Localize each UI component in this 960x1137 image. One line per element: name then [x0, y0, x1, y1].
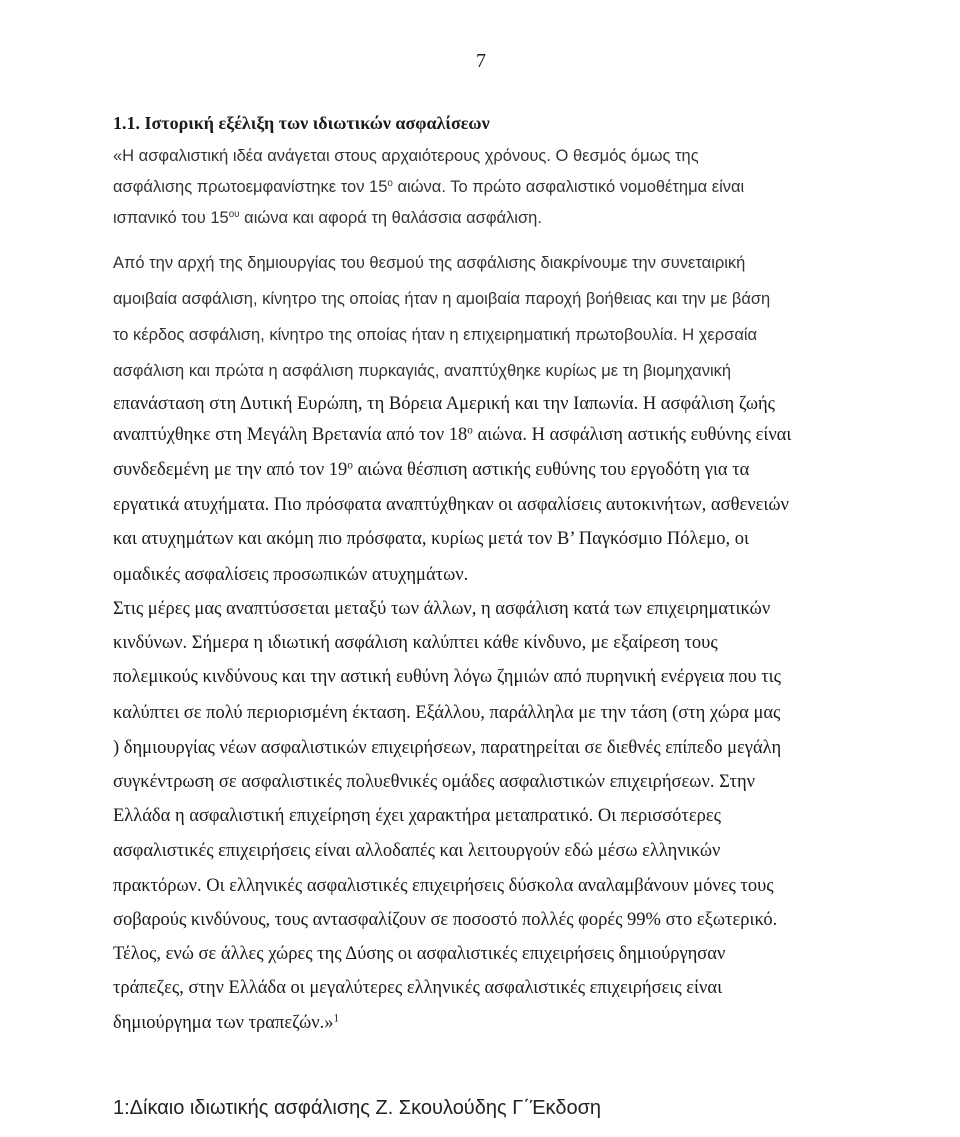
text-line: δημιούργημα των τραπεζών.»$^1$	[113, 1012, 340, 1033]
text-line: και ατυχημάτων και ακόμη πιο πρόσφατα, κυρίως μετά τον Β’ Παγκόσμιο Πόλεμο, οι	[113, 529, 749, 549]
text-line: ) δημιουργίας νέων ασφαλιστικών επιχειρήσεων, παρατηρείται σε διεθνές επίπεδο μεγάλη	[113, 738, 782, 758]
section-heading: 1.1. Ιστορική εξέλιξη των ιδιωτικών ασφαλίσεων	[113, 113, 490, 133]
footnote: 1:Δίκαιο ιδιωτικής ασφάλισης Ζ. Σκουλούδης Γ΄Έκδοση	[113, 1097, 602, 1119]
text-line: εργατικά ατυχήματα. Πιο πρόσφατα αναπτύχθηκαν οι ασφαλίσεις αυτοκινήτων, ασθενειών	[113, 495, 789, 515]
text-line: ασφάλιση και πρώτα η ασφάλιση πυρκαγιάς, αναπτύχθηκε κυρίως με τη βιομηχανική	[113, 362, 732, 380]
text-line: επανάσταση στη Δυτική Ευρώπη, τη Βόρεια Αμερική και την Ιαπωνία. Η ασφάλιση ζωής	[113, 394, 776, 414]
text-line: αναπτύχθηκε στη Μεγάλη Βρετανία από τον $18^o$ αιώνα. Η ασφάλιση αστικής ευθύνης είναι	[113, 424, 792, 445]
text-line: σοβαρούς κινδύνους, τους αντασφαλίζουν σε ποσοστό πολλές φορές 99% στο εξωτερικό.	[113, 910, 778, 930]
text-line: ασφάλισης πρωτοεμφανίστηκε τον $15^o$ αιώνα. Το πρώτο ασφαλιστικό νομοθέτημα είναι	[113, 178, 745, 196]
text-line: πολεμικούς κινδύνους και την αστική ευθύνη λόγω ζημιών από πυρηνική ενέργεια που τις	[113, 667, 781, 687]
text-line: Στις μέρες μας αναπτύσσεται μεταξύ των άλλων, η ασφάλιση κατά των επιχειρηματικών	[113, 599, 771, 619]
text-line: ισπανικό του $15^{o\upsilon}$ αιώνα και αφορά τη θαλάσσια ασφάλιση.	[113, 209, 542, 227]
text-line: συνδεδεμένη με την από τον $19^o$ αιώνα θέσπιση αστικής ευθύνης του εργοδότη για τα	[113, 459, 750, 480]
text-line: Από την αρχή της δημιουργίας του θεσμού της ασφάλισης διακρίνουμε την συνεταιρική	[113, 254, 746, 272]
text-line: ομαδικές ασφαλίσεις προσωπικών ατυχημάτων.	[113, 565, 469, 585]
page-number: 7	[476, 50, 486, 72]
text-line: καλύπτει σε πολύ περιορισμένη έκταση. Εξάλλου, παράλληλα με την τάση (στη χώρα μας	[113, 703, 781, 723]
text-line: συγκέντρωση σε ασφαλιστικές πολυεθνικές ομάδες ασφαλιστικών επιχειρήσεων. Στην	[113, 772, 755, 792]
text-line: το κέρδος ασφάλιση, κίνητρο της οποίας ήταν η επιχειρηματική πρωτοβουλία. Η χερσαία	[113, 326, 758, 344]
text-line: Τέλος, ενώ σε άλλες χώρες της Δύσης οι ασφαλιστικές επιχειρήσεις δημιούργησαν	[113, 944, 726, 964]
text-line: ασφαλιστικές επιχειρήσεις είναι αλλοδαπές και λειτουργούν εδώ μέσω ελληνικών	[113, 841, 721, 861]
text-line: «Η ασφαλιστική ιδέα ανάγεται στους αρχαιότερους χρόνους. Ο θεσμός όμως της	[113, 147, 699, 165]
text-line: κινδύνων. Σήμερα η ιδιωτική ασφάλιση καλύπτει κάθε κίνδυνο, με εξαίρεση τους	[113, 633, 718, 653]
text-line: Ελλάδα η ασφαλιστική επιχείρηση έχει χαρακτήρα μεταπρατικό. Οι περισσότερες	[113, 806, 721, 826]
text-line: αμοιβαία ασφάλιση, κίνητρο της οποίας ήταν η αμοιβαία παροχή βοήθειας και την με βάση	[113, 290, 771, 308]
text-line: πρακτόρων. Οι ελληνικές ασφαλιστικές επιχειρήσεις δύσκολα αναλαμβάνουν μόνες τους	[113, 876, 774, 896]
text-line: τράπεζες, στην Ελλάδα οι μεγαλύτερες ελληνικές ασφαλιστικές επιχειρήσεις είναι	[113, 978, 723, 998]
